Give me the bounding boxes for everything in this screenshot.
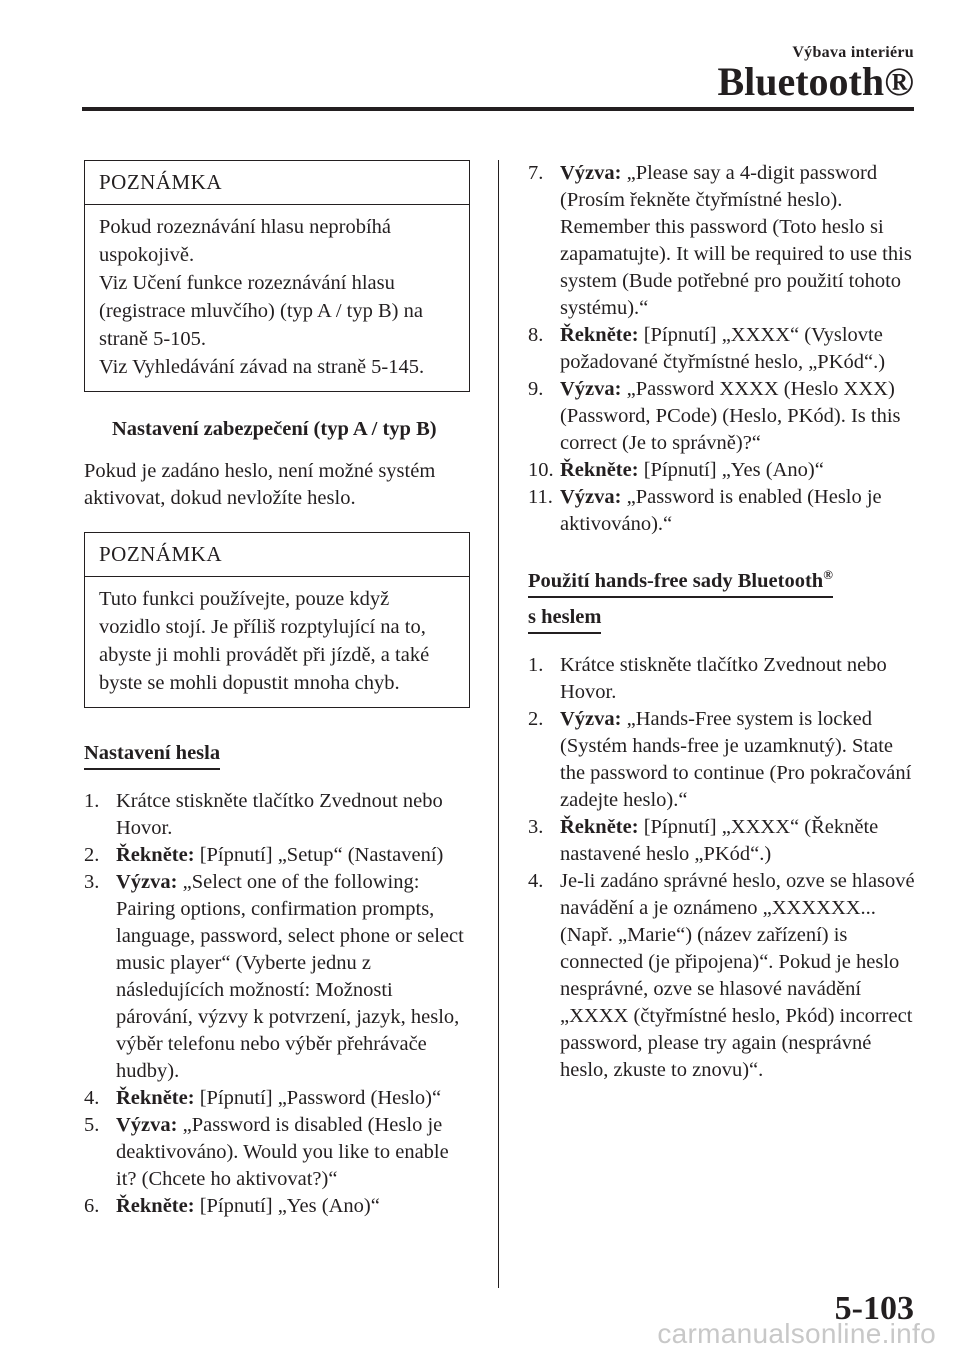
note-line: Tuto funkci používejte, pouze když vozidlo stojí. Je příliš rozptylující na to, abyste ji mohli provádět při jízdě, a také byste se mohli dopustit mnoha chyb. (99, 588, 430, 694)
right-column (528, 160, 918, 1084)
step-text: [Pípnutí] „XXXX“ (Řekněte nastavené heslo „PKód“.) (560, 815, 879, 865)
step-text: „Please say a 4-digit password (Prosím řekněte čtyřmístné heslo). Remember this password (Toto heslo si zapamatujte). It will be required to use this system (Bude potřebné pro použití tohoto systému).“ (560, 162, 912, 319)
step-text: „Password is enabled (Heslo je aktivováno).“ (560, 486, 882, 535)
step-keyword: Řekněte: (116, 1195, 195, 1217)
step-text: „Password XXXX (Heslo XXX) (Password, PCode) (Heslo, PKód). Is this correct (Je to správně)?“ (560, 378, 901, 454)
step-keyword: Výzva: (560, 486, 622, 508)
list-item (84, 842, 470, 869)
step-keyword: Výzva: (116, 871, 178, 893)
step-keyword: Výzva: (560, 378, 622, 400)
handsfree-steps (528, 652, 918, 1084)
list-item (528, 652, 918, 706)
list-item (84, 788, 470, 842)
password-setup-heading: Nastavení hesla (84, 740, 220, 770)
step-number: 9. (528, 378, 544, 400)
page-title: Bluetooth® (717, 59, 914, 104)
list-item (84, 1085, 470, 1112)
page-number: 5-103 (834, 1290, 914, 1327)
list-item (84, 1193, 470, 1220)
step-number: 3. (84, 871, 100, 893)
step-number: 2. (84, 844, 100, 866)
step-keyword: Řekněte: (560, 459, 639, 481)
password-setup-steps (84, 788, 470, 1220)
step-number: 7. (528, 162, 544, 184)
step-number: 4. (84, 1087, 100, 1109)
list-item (528, 868, 918, 1084)
list-item (84, 1112, 470, 1193)
step-text: Krátce stiskněte tlačítko Zvednout nebo Hovor. (560, 653, 887, 703)
step-text: „Password is disabled (Heslo je deaktivováno). Would you like to enable it? (Chcete ho aktivovat?)“ (116, 1114, 449, 1190)
step-number: 1. (528, 653, 544, 676)
step-text: [Pípnutí] „Yes (Ano)“ (194, 1195, 380, 1217)
watermark: carmanualsonline.info (657, 1318, 936, 1349)
security-paragraph: Pokud je zadáno heslo, není možné systém aktivovat, dokud nevložíte heslo. (84, 460, 436, 509)
note-line: Pokud rozeznávání hlasu neprobíhá uspokojivě. (99, 216, 392, 266)
step-keyword: Výzva: (560, 162, 622, 184)
list-item (528, 376, 918, 457)
handsfree-heading-line1 (528, 562, 833, 598)
step-text: Krátce stiskněte tlačítko Zvednout nebo Hovor. (116, 790, 443, 839)
step-text: [Pípnutí] „Password (Heslo)“ (194, 1087, 442, 1109)
section-label: Výbava interiéru (792, 44, 914, 61)
note-line: Viz Učení funkce rozeznávání hlasu (registrace mluvčího) (typ A / typ B) na straně 5-105. (99, 272, 423, 350)
note-heading: POZNÁMKA (85, 533, 469, 577)
handsfree-heading-line2: s heslem (528, 604, 601, 634)
step-number: 3. (528, 815, 544, 838)
password-setup-steps-continued (528, 160, 918, 538)
note-heading: POZNÁMKA (85, 161, 469, 205)
note-box-voice (84, 160, 470, 392)
step-text: „Select one of the following: Pairing options, confirmation prompts, language, password, select phone or select music player“ (Vyberte jednu z následujících možností: Možnosti párování, výzvy k potvrzení, jazyk, heslo, výběr telefonu nebo výběr přehrávače hudby). (116, 871, 464, 1082)
step-number: 6. (84, 1195, 100, 1217)
step-keyword: Řekněte: (560, 324, 639, 346)
registered-mark: ® (823, 567, 833, 582)
header-rule (82, 107, 914, 111)
list-item (84, 869, 470, 1085)
step-text: [Pípnutí] „Setup“ (Nastavení) (194, 844, 444, 866)
step-number: 11. (528, 486, 553, 508)
list-item (528, 484, 918, 538)
handsfree-heading (528, 556, 918, 652)
note-body (85, 577, 469, 707)
left-column (84, 160, 470, 1220)
step-text: [Pípnutí] „XXXX“ (Vyslovte požadované čtyřmístné heslo, „PKód“.) (560, 324, 886, 373)
note-body (85, 205, 469, 391)
step-keyword: Výzva: (116, 1114, 178, 1136)
step-text: „Hands-Free system is locked (Systém hands-free je uzamknutý). State the password to continue (Pro pokračování zadejte heslo).“ (560, 707, 912, 811)
step-keyword: Řekněte: (560, 815, 639, 838)
column-divider (498, 160, 499, 1288)
list-item (528, 457, 918, 484)
security-subheading: Nastavení zabezpečení (typ A / typ B) (112, 418, 437, 440)
step-keyword: Řekněte: (116, 844, 195, 866)
note-line: Viz Vyhledávání závad na straně 5-145. (99, 356, 425, 378)
step-keyword: Řekněte: (116, 1087, 195, 1109)
list-item (528, 706, 918, 814)
step-text: [Pípnutí] „Yes (Ano)“ (638, 459, 824, 481)
list-item (528, 160, 918, 322)
list-item (528, 322, 918, 376)
note-box-caution (84, 532, 470, 708)
step-keyword: Výzva: (560, 707, 622, 730)
step-number: 8. (528, 324, 544, 346)
step-text: Je-li zadáno správné heslo, ozve se hlasové navádění a je oznámeno „XXXXXX... (Např. „Marie“) (název zařízení) is connected (je připojena)“. Pokud je heslo nesprávné, ozve se hlasové navádění „XXXX (čtyřmístné heslo, Pkód) incorrect password, please try again (nesprávné heslo, zkuste to znovu)“. (560, 869, 915, 1081)
step-number: 5. (84, 1114, 100, 1136)
step-number: 4. (528, 869, 544, 892)
step-number: 1. (84, 790, 100, 812)
heading-text: Použití hands-free sady Bluetooth (528, 569, 824, 592)
list-item (528, 814, 918, 868)
step-number: 10. (528, 459, 554, 481)
step-number: 2. (528, 707, 544, 730)
